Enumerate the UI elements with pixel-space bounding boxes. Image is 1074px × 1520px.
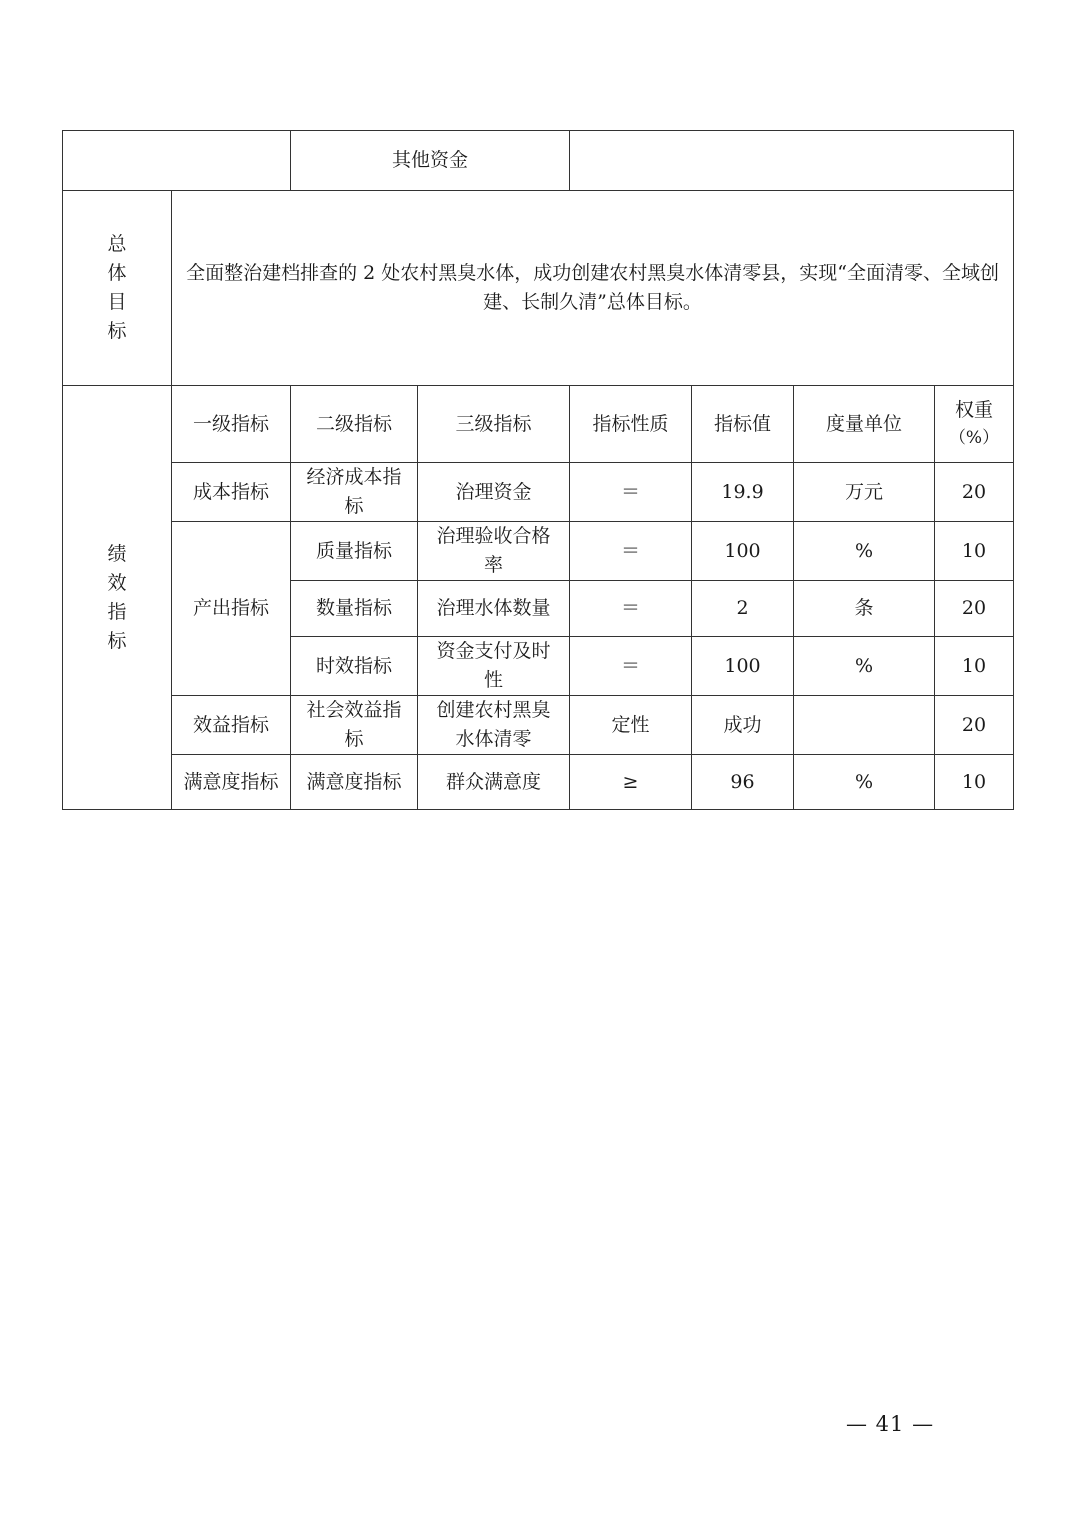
header-level1: 一级指标 bbox=[172, 386, 291, 463]
level3-cell: 治理水体数量 bbox=[418, 581, 570, 637]
fund-row-blank bbox=[63, 131, 291, 191]
unit-cell: % bbox=[794, 755, 935, 810]
level3-cell: 资金支付及时性 bbox=[418, 637, 570, 696]
unit-cell: 条 bbox=[794, 581, 935, 637]
nature-cell: ＝ bbox=[570, 463, 692, 522]
overall-goal-label: 总 体 目 标 bbox=[63, 191, 172, 386]
unit-cell: 万元 bbox=[794, 463, 935, 522]
indicator-header-row bbox=[63, 386, 1014, 463]
level2-cell: 经济成本指标 bbox=[291, 463, 418, 522]
level1-benefit: 效益指标 bbox=[172, 696, 291, 755]
level2-cell: 时效指标 bbox=[291, 637, 418, 696]
indicator-row bbox=[63, 696, 1014, 755]
nature-cell: ≥ bbox=[570, 755, 692, 810]
level1-satisfaction: 满意度指标 bbox=[172, 755, 291, 810]
performance-target-table bbox=[62, 130, 1014, 810]
value-cell: 19.9 bbox=[692, 463, 794, 522]
value-cell: 成功 bbox=[692, 696, 794, 755]
level2-cell: 满意度指标 bbox=[291, 755, 418, 810]
fund-row bbox=[63, 131, 1014, 191]
performance-indicator-label: 绩 效 指 标 bbox=[63, 386, 172, 810]
nature-cell: ＝ bbox=[570, 637, 692, 696]
header-unit: 度量单位 bbox=[794, 386, 935, 463]
indicator-row bbox=[63, 755, 1014, 810]
value-cell: 100 bbox=[692, 522, 794, 581]
level2-cell: 数量指标 bbox=[291, 581, 418, 637]
header-weight-line1: 权重 bbox=[955, 399, 994, 421]
header-weight bbox=[935, 386, 1014, 463]
value-cell: 96 bbox=[692, 755, 794, 810]
nature-cell: 定性 bbox=[570, 696, 692, 755]
indicator-row bbox=[63, 522, 1014, 581]
unit-cell: % bbox=[794, 522, 935, 581]
page-number: — 41 — bbox=[846, 1412, 935, 1436]
weight-cell: 10 bbox=[935, 755, 1014, 810]
level3-cell: 群众满意度 bbox=[418, 755, 570, 810]
unit-cell: % bbox=[794, 637, 935, 696]
overall-goal-text: 全面整治建档排查的 2 处农村黑臭水体，成功创建农村黑臭水体清零县，实现“全面清零、全域创建、长制久清”总体目标。 bbox=[172, 191, 1014, 386]
unit-cell bbox=[794, 696, 935, 755]
weight-cell: 20 bbox=[935, 581, 1014, 637]
value-cell: 2 bbox=[692, 581, 794, 637]
header-level2: 二级指标 bbox=[291, 386, 418, 463]
fund-row-label: 其他资金 bbox=[291, 131, 570, 191]
indicator-row bbox=[63, 463, 1014, 522]
nature-cell: ＝ bbox=[570, 522, 692, 581]
value-cell: 100 bbox=[692, 637, 794, 696]
level3-cell: 创建农村黑臭水体清零 bbox=[418, 696, 570, 755]
header-value: 指标值 bbox=[692, 386, 794, 463]
fund-row-value bbox=[570, 131, 1014, 191]
level3-cell: 治理资金 bbox=[418, 463, 570, 522]
level1-output: 产出指标 bbox=[172, 522, 291, 696]
weight-cell: 10 bbox=[935, 522, 1014, 581]
weight-cell: 20 bbox=[935, 463, 1014, 522]
level2-cell: 质量指标 bbox=[291, 522, 418, 581]
level3-cell: 治理验收合格率 bbox=[418, 522, 570, 581]
header-weight-line2: （%） bbox=[948, 428, 1000, 448]
level2-cell: 社会效益指标 bbox=[291, 696, 418, 755]
level1-cost: 成本指标 bbox=[172, 463, 291, 522]
weight-cell: 20 bbox=[935, 696, 1014, 755]
header-nature: 指标性质 bbox=[570, 386, 692, 463]
overall-goal-row bbox=[63, 191, 1014, 386]
weight-cell: 10 bbox=[935, 637, 1014, 696]
nature-cell: ＝ bbox=[570, 581, 692, 637]
header-level3: 三级指标 bbox=[418, 386, 570, 463]
